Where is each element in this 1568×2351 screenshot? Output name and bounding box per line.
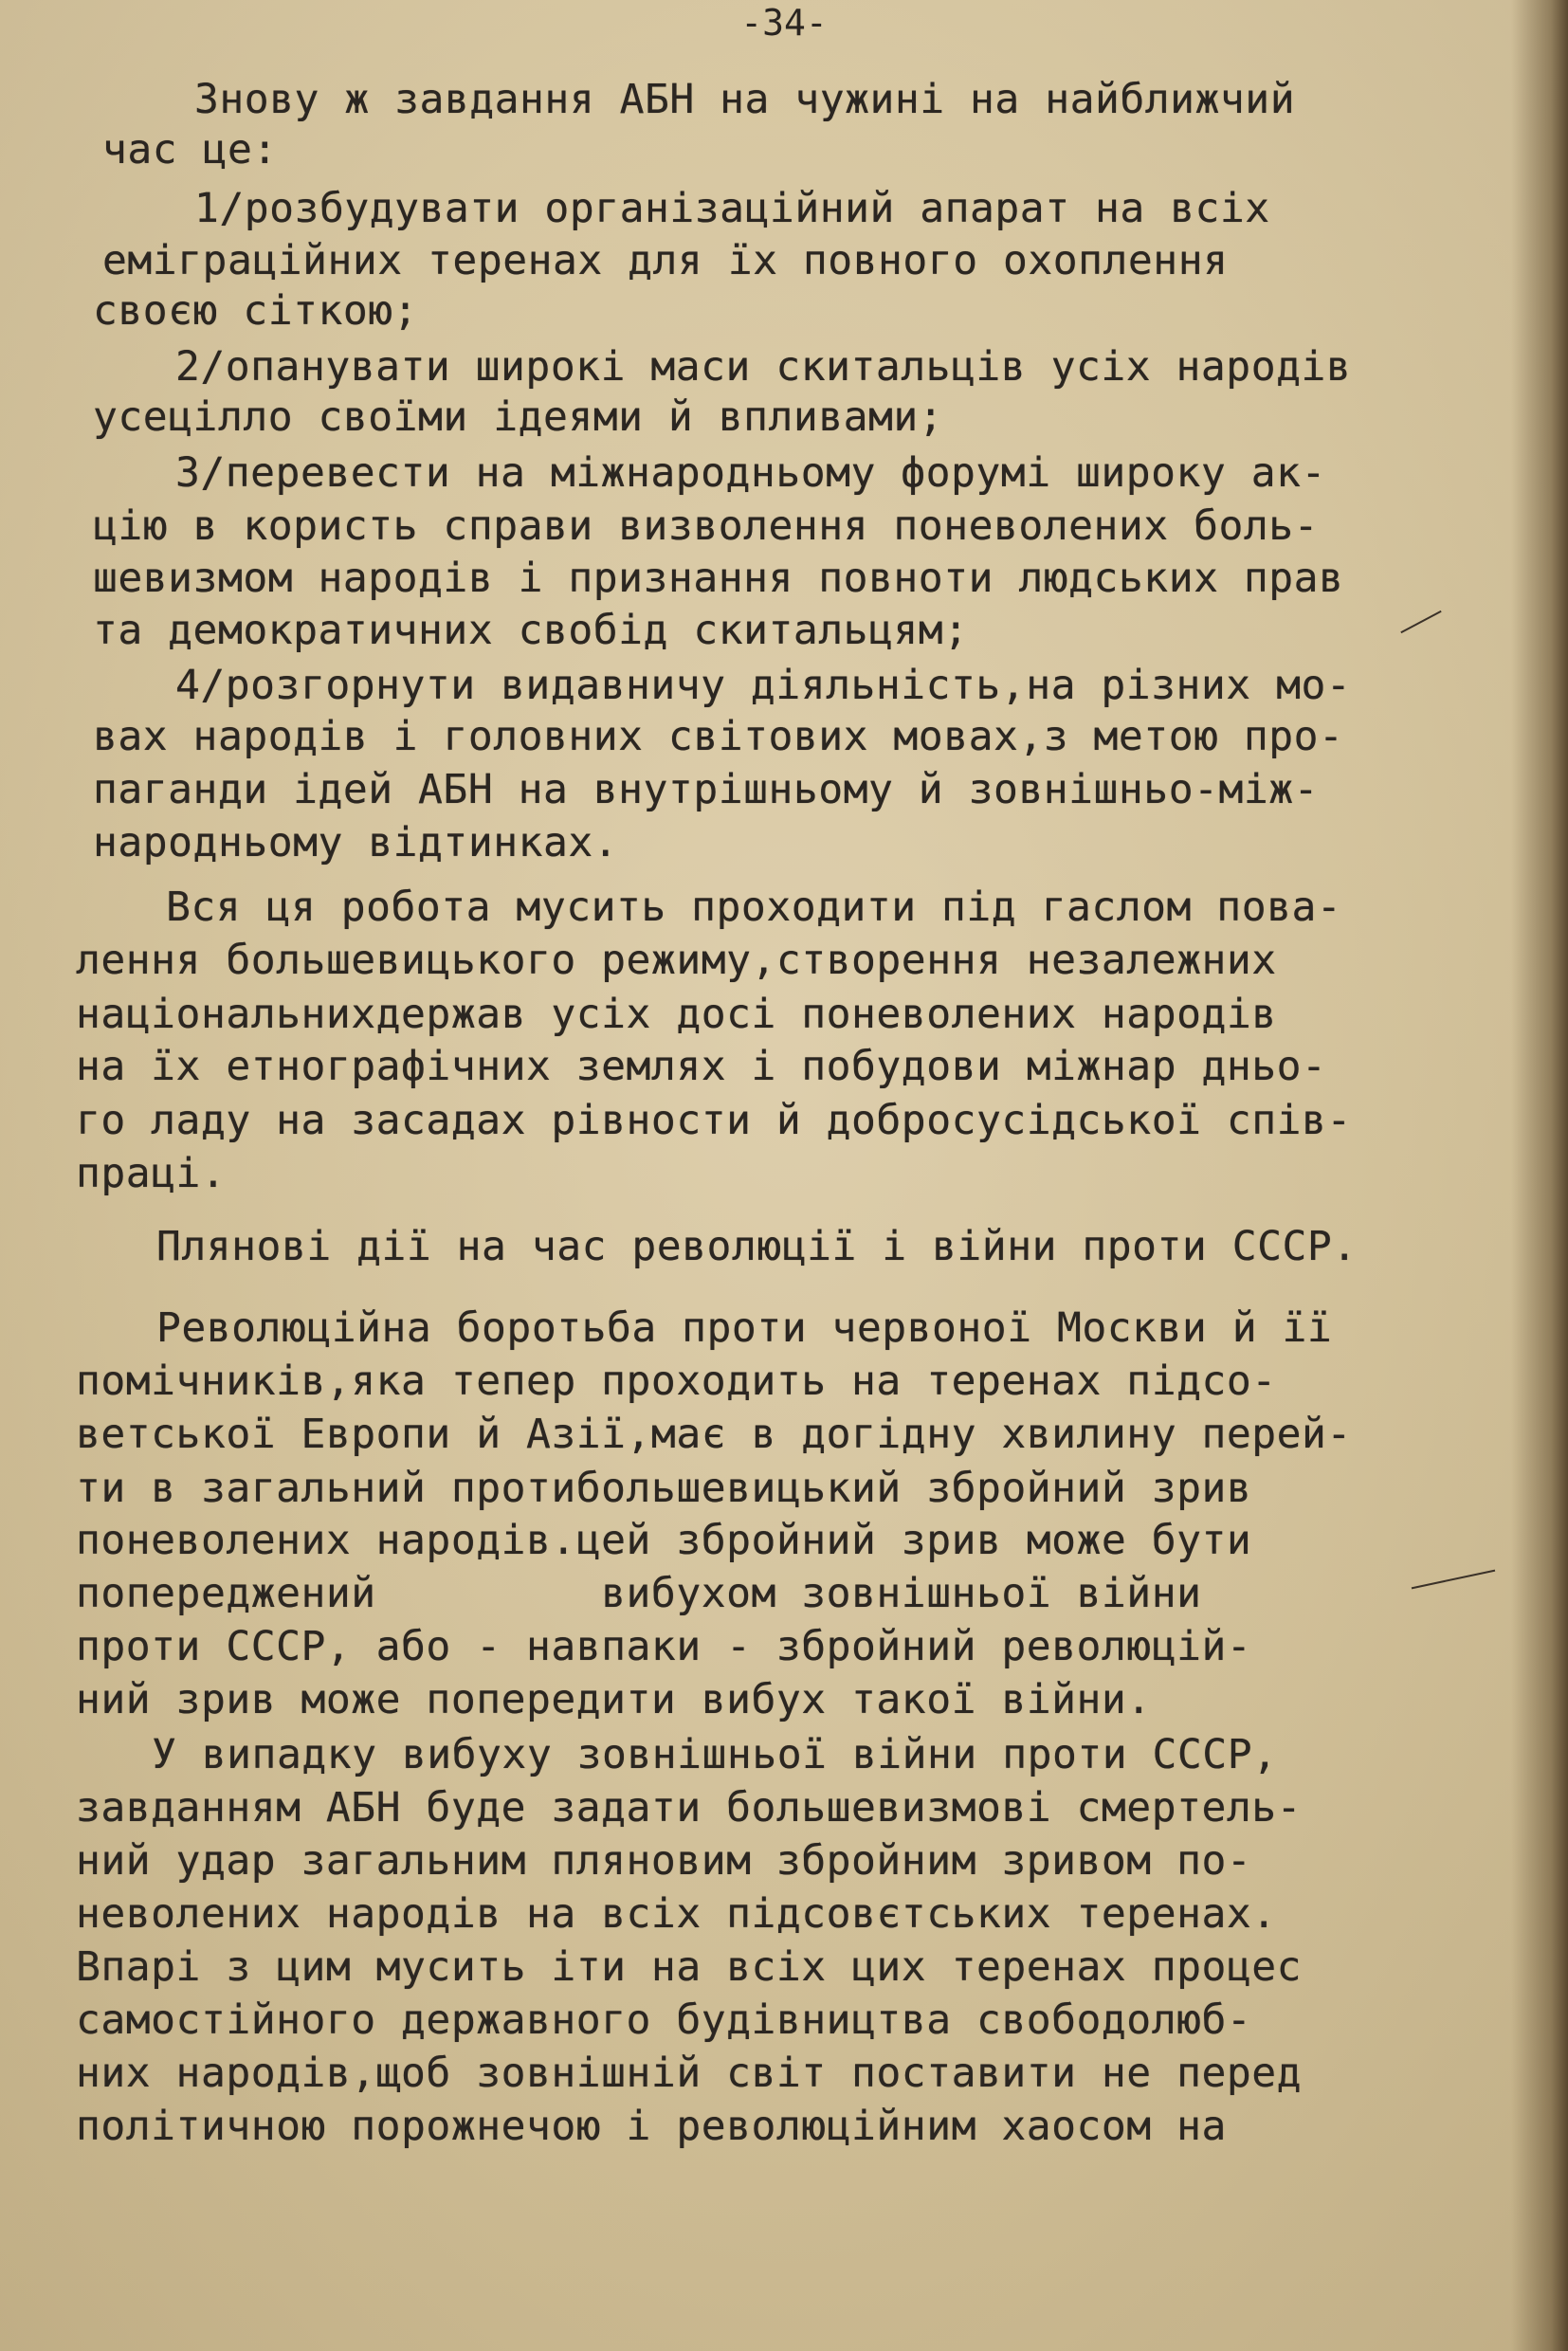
text-line: попереджений вибухом зовнішньої війни bbox=[76, 1570, 1202, 1617]
text-line: ветської Европи й Азії,має в догідну хвилину перей- bbox=[76, 1411, 1352, 1458]
text-line: своєю сіткою; bbox=[93, 287, 419, 335]
text-line: проти СССР, або - навпаки - збройний революцій- bbox=[76, 1623, 1252, 1670]
text-line: ти в загальний протибольшевицький збройний зрив bbox=[76, 1465, 1252, 1512]
text-line: них народів,щоб зовнішній світ поставити не перед bbox=[76, 2050, 1303, 2097]
text-line: помічників,яка тепер проходить на теренах підсо- bbox=[76, 1358, 1277, 1405]
section-heading: Плянові дії на час революції і війни проти СССР. bbox=[156, 1223, 1358, 1270]
text-line: поневолених народів.цей збройний зрив може бути bbox=[76, 1517, 1252, 1564]
text-line: Революційна боротьба проти червоної Москви й її bbox=[156, 1304, 1333, 1352]
text-line: ний зрив може попередити вибух такої війни. bbox=[76, 1676, 1152, 1723]
text-line: час це: bbox=[102, 126, 278, 173]
text-line: народньому відтинках. bbox=[93, 819, 619, 866]
text-line: 1/розбудувати організаційний апарат на всіх bbox=[194, 185, 1270, 232]
text-line: ний удар загальним пляновим збройним зривом по- bbox=[76, 1837, 1252, 1885]
text-line: на їх етнографічних землях і побудови міжнар дньо- bbox=[76, 1043, 1327, 1090]
text-line: завданням АБН буде задати большевизмові смертель- bbox=[76, 1784, 1303, 1832]
text-line: У випадку вибуху зовнішньої війни проти СССР, bbox=[152, 1731, 1278, 1778]
text-line: та демократичних свобід скитальцям; bbox=[93, 607, 969, 654]
text-line: вах народів і головних світових мовах,з метою про- bbox=[93, 713, 1344, 760]
text-line: неволених народів на всіх підсовєтських теренах. bbox=[76, 1890, 1277, 1938]
text-line: 4/розгорнути видавничу діяльність,на різних мо- bbox=[175, 662, 1352, 709]
text-line: лення большевицького режиму,створення незалежних bbox=[76, 937, 1277, 984]
text-line: 2/опанувати широкі маси скитальців усіх народів bbox=[175, 343, 1352, 391]
text-line: Впарі з цим мусить іти на всіх цих теренах процес bbox=[76, 1943, 1303, 1991]
text-line: усецілло своїми ідеями й впливами; bbox=[93, 393, 944, 441]
text-line: го ладу на засадах рівности й добросусідської спів- bbox=[76, 1097, 1352, 1144]
text-line: шевизмом народів і признання повноти людських прав bbox=[93, 555, 1344, 602]
text-line: цію в користь справи визволення поневолених боль- bbox=[93, 502, 1320, 550]
page-number: -34- bbox=[740, 2, 828, 44]
text-line: паганди ідей АБН на внутрішньому й зовнішньо-між- bbox=[93, 766, 1320, 813]
text-line: 3/перевести на міжнародньому форумі широку ак- bbox=[175, 449, 1326, 497]
text-line: політичною порожнечою і революційним хаосом на bbox=[76, 2103, 1227, 2150]
text-line: самостійного державного будівництва свободолюб- bbox=[76, 1996, 1252, 2044]
text-line: праці. bbox=[76, 1150, 227, 1197]
text-line: національнихдержав усіх досі поневолених народів bbox=[76, 991, 1277, 1038]
text-line: Знову ж завдання АБН на чужині на найближчий bbox=[194, 76, 1296, 123]
text-line: еміграційних теренах для їх повного охоплення bbox=[102, 237, 1229, 284]
text-line: Вся ця робота мусить проходити під гаслом пова- bbox=[166, 884, 1342, 931]
